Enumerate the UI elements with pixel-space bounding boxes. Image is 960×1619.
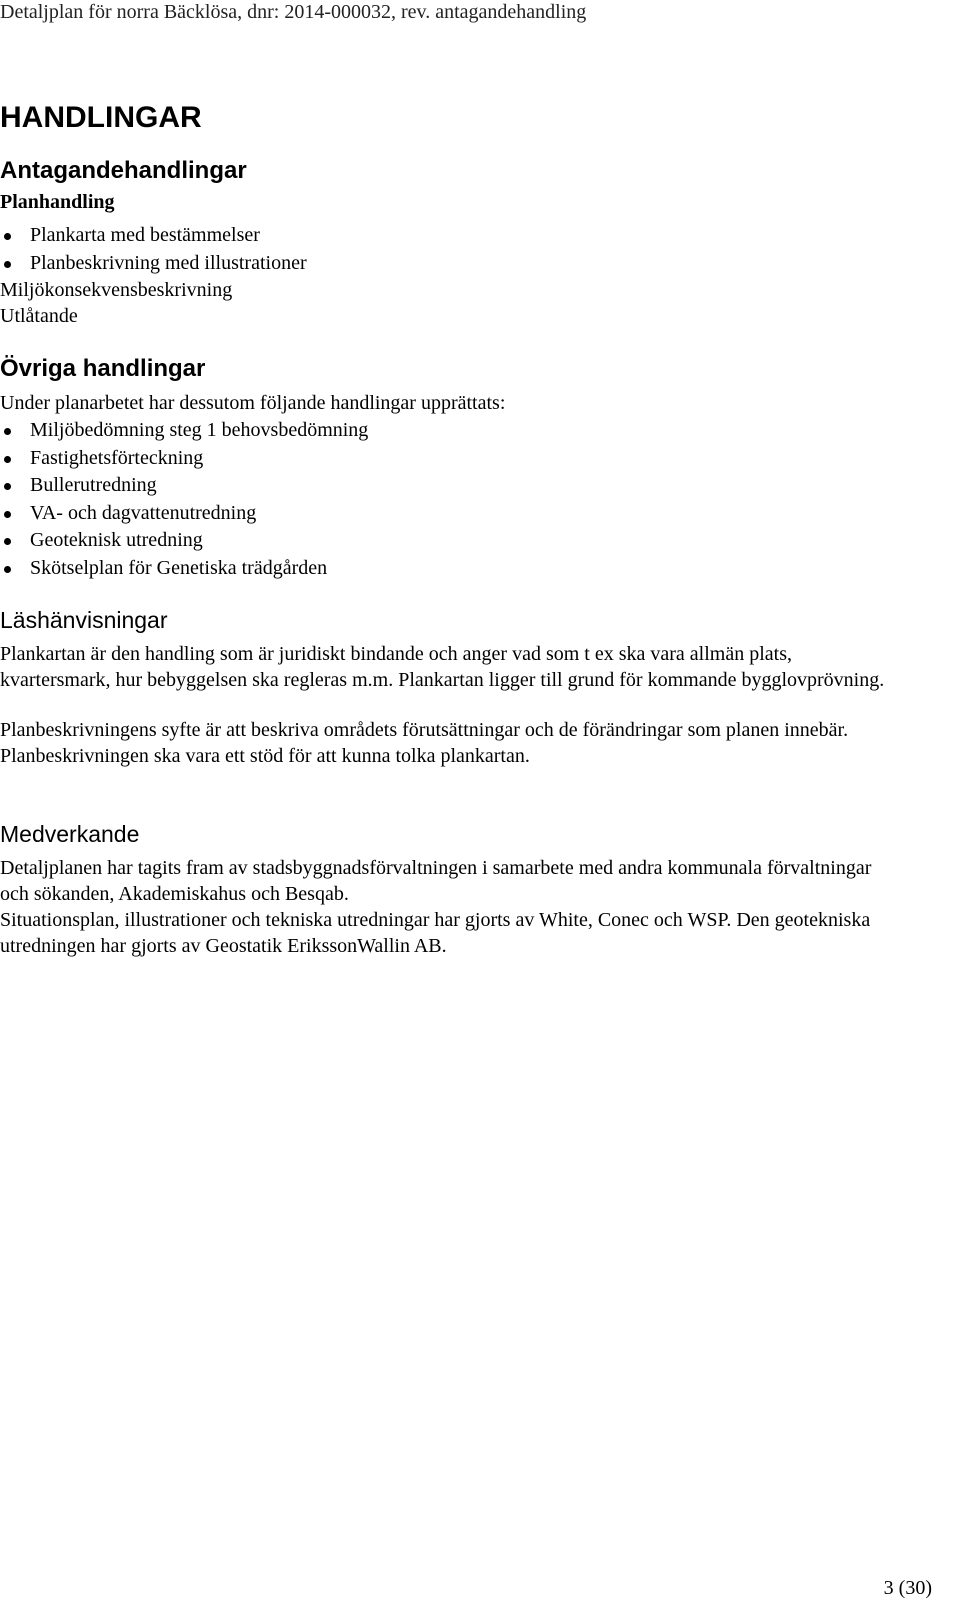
list-item: Plankarta med bestämmelser — [0, 222, 905, 250]
bullet-icon — [4, 566, 11, 573]
bullet-icon — [4, 538, 11, 545]
ovriga-intro: Under planarbetet har dessutom följande handlingar upprättats: — [0, 392, 506, 414]
section-heading-medverkande: Medverkande — [0, 821, 140, 847]
list-item: Skötselplan för Genetiska trädgården — [0, 555, 905, 583]
bullet-icon — [4, 261, 11, 268]
list-item: Bullerutredning — [0, 472, 905, 500]
section-lashanvisningar — [0, 605, 905, 769]
document-line: Utlåtande — [0, 305, 78, 327]
list-item: Fastighetsförteckning — [0, 445, 905, 473]
page-title: HANDLINGAR — [0, 101, 202, 134]
bullet-icon — [4, 511, 11, 518]
paragraph: Plankartan är den handling som är juridiskt bindande och anger vad som t ex ska vara allmän plats, kvartersmark, hur bebyggelsen ska regleras m.m. Plankartan ligger till grund för kommande bygglovprövning. — [0, 643, 885, 691]
list-item: VA- och dagvattenutredning — [0, 500, 905, 528]
planhandling-list — [0, 222, 905, 277]
section-medverkande — [0, 819, 905, 959]
paragraph: Situationsplan, illustrationer och tekniska utredningar har gjorts av White, Conec och WSP. Den geotekniska utredningen har gjorts av Geostatik ErikssonWallin AB. — [0, 909, 871, 957]
bullet-icon — [4, 456, 11, 463]
ovriga-list — [0, 417, 905, 582]
section-antagandehandlingar — [0, 156, 905, 329]
list-item: Planbeskrivning med illustrationer — [0, 250, 905, 278]
running-header: Detaljplan för norra Bäcklösa, dnr: 2014-000032, rev. antagandehandling — [0, 1, 587, 23]
page-number: 3 (30) — [883, 1577, 932, 1599]
section-heading-lashanvisningar: Läshänvisningar — [0, 607, 168, 633]
paragraph: Detaljplanen har tagits fram av stadsbyggnadsförvaltningen i samarbete med andra kommunala förvaltningar och sökanden, Akademiskahus och Besqab. — [0, 857, 872, 905]
bullet-icon — [4, 233, 11, 240]
section-ovriga-handlingar — [0, 354, 905, 582]
bullet-icon — [4, 483, 11, 490]
subheading-planhandling: Planhandling — [0, 191, 115, 213]
list-item: Miljöbedömning steg 1 behovsbedömning — [0, 417, 905, 445]
paragraph: Planbeskrivningens syfte är att beskriva områdets förutsättningar och de förändringar som planen innebär. Planbeskrivningen ska vara ett stöd för att kunna tolka plankartan. — [0, 719, 849, 767]
list-item: Geoteknisk utredning — [0, 527, 905, 555]
document-line: Miljökonsekvensbeskrivning — [0, 279, 233, 301]
section-heading-antagandehandlingar: Antagandehandlingar — [0, 157, 247, 184]
bullet-icon — [4, 428, 11, 435]
section-heading-ovriga: Övriga handlingar — [0, 355, 206, 382]
